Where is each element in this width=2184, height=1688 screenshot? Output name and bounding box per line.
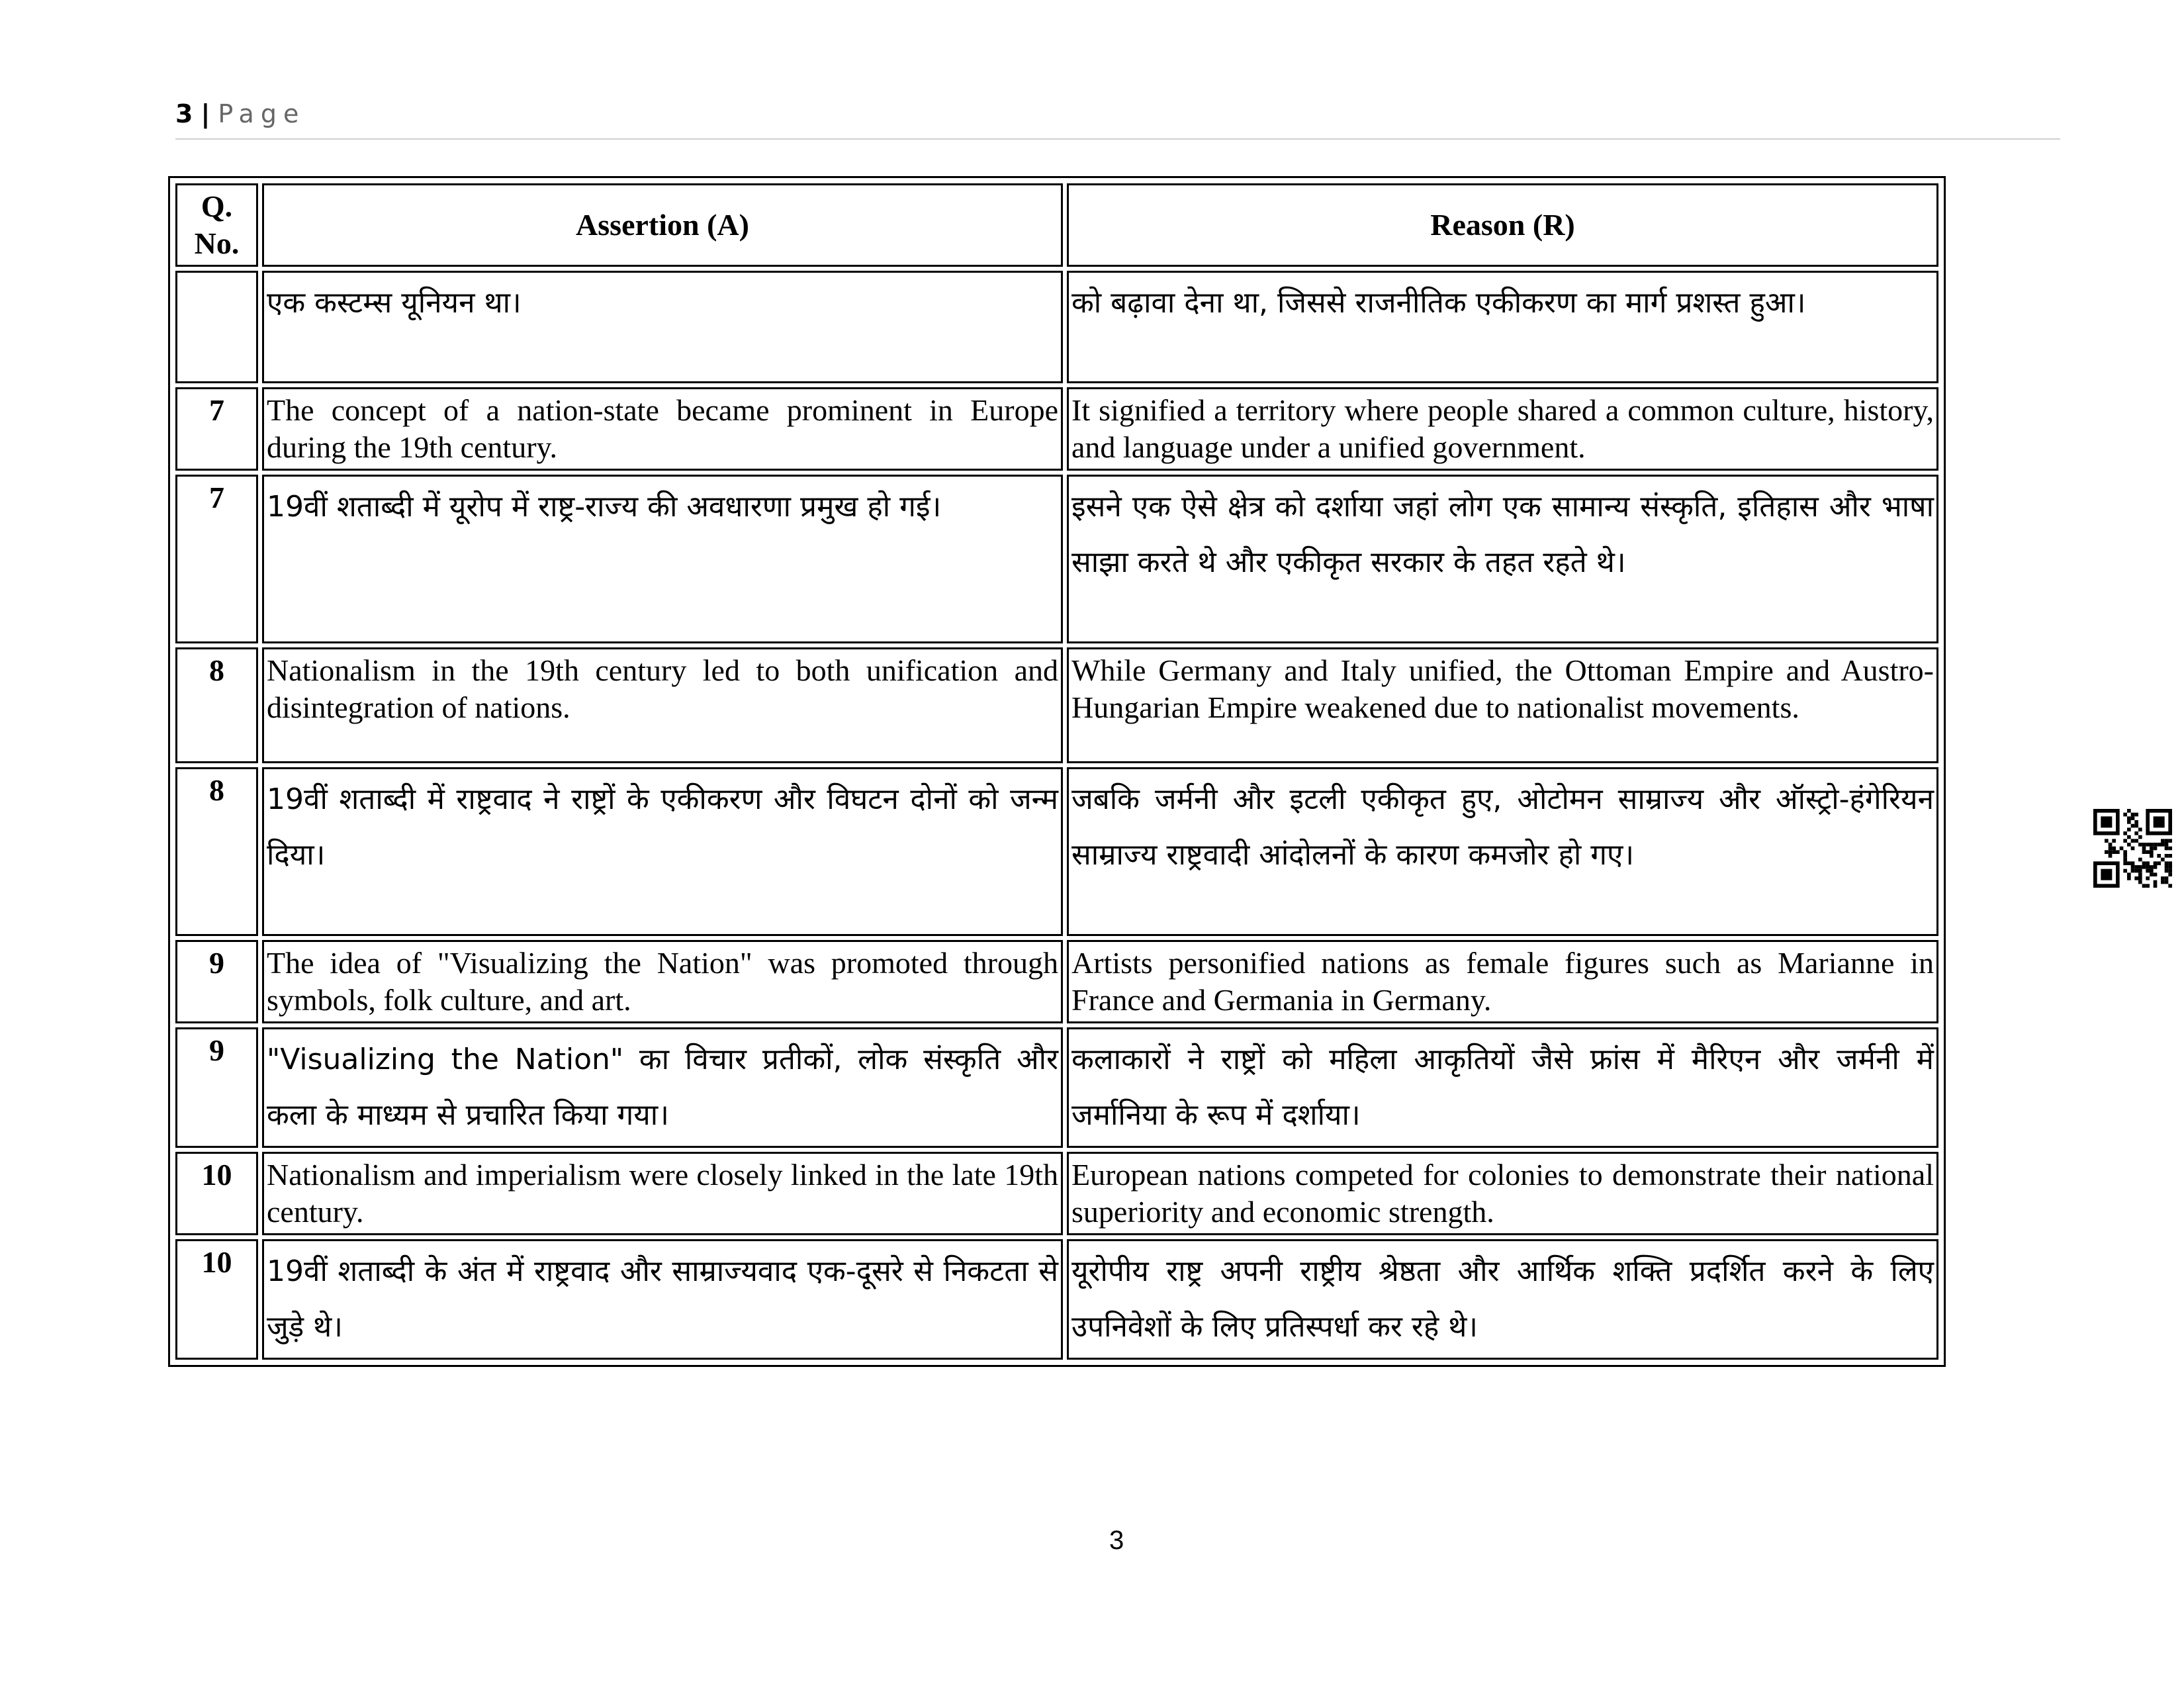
question-number: 10 — [175, 1152, 258, 1235]
reason-cell: While Germany and Italy unified, the Ottoman Empire and Austro-Hungarian Empire weakened due to nationalist movements. — [1067, 647, 1938, 763]
column-header-qno: Q. No. — [175, 183, 258, 267]
reason-cell: यूरोपीय राष्ट्र अपनी राष्ट्रीय श्रेष्ठता और आर्थिक शक्ति प्रदर्शित करने के लिए उपनिवेशों के लिए प्रतिस्पर्धा कर रहे थे। — [1067, 1239, 1938, 1360]
question-number: 10 — [175, 1239, 258, 1360]
column-header-reason: Reason (R) — [1067, 183, 1938, 267]
table-header-row — [175, 183, 1938, 267]
assertion-cell: Nationalism and imperialism were closely linked in the late 19th century. — [262, 1152, 1063, 1235]
assertion-cell: एक कस्टम्स यूनियन था। — [262, 271, 1063, 383]
question-number — [175, 271, 258, 383]
question-number: 7 — [175, 475, 258, 643]
header-page-label: Page — [218, 99, 306, 128]
assertion-cell: "Visualizing the Nation" का विचार प्रतीकों, लोक संस्कृति और कला के माध्यम से प्रचारित किया गया। — [262, 1027, 1063, 1148]
qr-code-icon — [2093, 809, 2173, 888]
table-row — [175, 1239, 1938, 1360]
reason-cell: इसने एक ऐसे क्षेत्र को दर्शाया जहां लोग एक सामान्य संस्कृति, इतिहास और भाषा साझा करते थे और एकीकृत सरकार के तहत रहते थे। — [1067, 475, 1938, 643]
header-page-number: 3 — [175, 99, 196, 128]
question-number: 8 — [175, 767, 258, 936]
table-row — [175, 387, 1938, 471]
assertion-cell: The concept of a nation-state became prominent in Europe during the 19th century. — [262, 387, 1063, 471]
reason-cell: It signified a territory where people shared a common culture, history, and language under a unified government. — [1067, 387, 1938, 471]
column-header-assertion: Assertion (A) — [262, 183, 1063, 267]
page-header — [175, 99, 305, 128]
header-separator: | — [201, 99, 213, 128]
table-row — [175, 1027, 1938, 1148]
question-number: 7 — [175, 387, 258, 471]
question-number: 9 — [175, 1027, 258, 1148]
table-row — [175, 475, 1938, 643]
reason-cell: कलाकारों ने राष्ट्रों को महिला आकृतियों जैसे फ्रांस में मैरिएन और जर्मनी में जर्मानिया के रूप में दर्शाया। — [1067, 1027, 1938, 1148]
reason-cell: Artists personified nations as female figures such as Marianne in France and Germania in Germany. — [1067, 940, 1938, 1023]
header-divider — [175, 138, 2060, 140]
assertion-reason-table — [168, 176, 1946, 1367]
reason-cell: European nations competed for colonies to demonstrate their national superiority and economic strength. — [1067, 1152, 1938, 1235]
table-row — [175, 271, 1938, 383]
assertion-cell: The idea of "Visualizing the Nation" was promoted through symbols, folk culture, and art. — [262, 940, 1063, 1023]
footer-page-number: 3 — [1109, 1526, 1124, 1555]
table-row — [175, 940, 1938, 1023]
table-row — [175, 1152, 1938, 1235]
question-number: 8 — [175, 647, 258, 763]
table-row — [175, 647, 1938, 763]
reason-cell: जबकि जर्मनी और इटली एकीकृत हुए, ओटोमन साम्राज्य और ऑस्ट्रो-हंगेरियन साम्राज्य राष्ट्रवादी आंदोलनों के कारण कमजोर हो गए। — [1067, 767, 1938, 936]
assertion-cell: 19वीं शताब्दी में यूरोप में राष्ट्र-राज्य की अवधारणा प्रमुख हो गई। — [262, 475, 1063, 643]
table-row — [175, 767, 1938, 936]
assertion-cell: 19वीं शताब्दी में राष्ट्रवाद ने राष्ट्रों के एकीकरण और विघटन दोनों को जन्म दिया। — [262, 767, 1063, 936]
assertion-cell: 19वीं शताब्दी के अंत में राष्ट्रवाद और साम्राज्यवाद एक-दूसरे से निकटता से जुड़े थे। — [262, 1239, 1063, 1360]
question-number: 9 — [175, 940, 258, 1023]
reason-cell: को बढ़ावा देना था, जिससे राजनीतिक एकीकरण का मार्ग प्रशस्त हुआ। — [1067, 271, 1938, 383]
assertion-cell: Nationalism in the 19th century led to both unification and disintegration of nations. — [262, 647, 1063, 763]
